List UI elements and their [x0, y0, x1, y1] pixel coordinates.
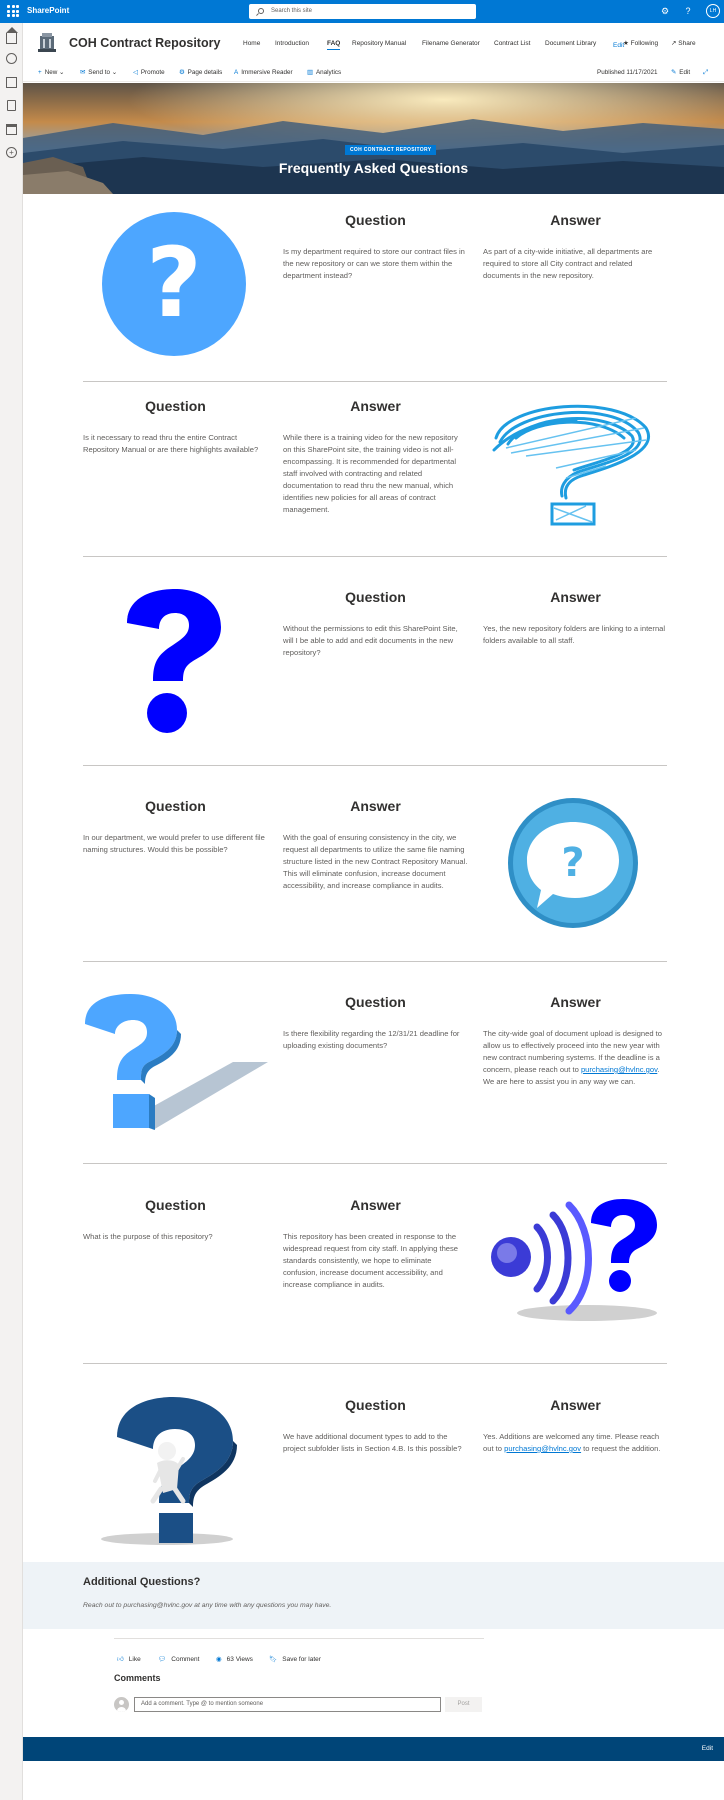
promote-button[interactable]: ◁ Promote: [133, 69, 165, 76]
globe-icon[interactable]: [6, 53, 17, 64]
answer-heading: Answer: [550, 994, 601, 1010]
page-title: Frequently Asked Questions: [278, 160, 469, 176]
nav-document-library[interactable]: Document Library: [545, 40, 597, 47]
section-divider: [83, 556, 667, 557]
user-avatar[interactable]: LH: [706, 4, 720, 18]
nav-edit[interactable]: Edit: [613, 42, 625, 49]
lists-icon[interactable]: [6, 124, 17, 135]
nav-introduction[interactable]: Introduction: [275, 40, 309, 47]
question-text: Without the permissions to edit this SharePoint Site, will I be able to add and edit documents in the new repository?: [283, 624, 458, 657]
faq-section-3: [83, 589, 667, 749]
person-question-mark-icon: [97, 1397, 241, 1547]
faq-section-1: [83, 212, 667, 372]
star-icon: ★: [623, 40, 629, 47]
home-icon[interactable]: [6, 33, 17, 44]
save-for-later-button[interactable]: 🔖︎ Save for later: [269, 1656, 321, 1663]
question-heading: Question: [345, 212, 406, 228]
plus-icon: +: [38, 69, 42, 76]
gear-icon: ⚙: [179, 69, 185, 76]
faq-section-7: [83, 1397, 667, 1557]
answer-text: The city-wide goal of document upload is designed to allow us to effectively proceed into the new year with new contract numbering systems. If the deadline is a concern, please reach out to purchasing@hvlnc.gov. We are here to assist you in any way we can.: [483, 1029, 662, 1086]
answer-column: [483, 589, 668, 647]
question-column: [83, 1197, 268, 1243]
purchasing-email-link[interactable]: purchasing@hvlnc.gov: [504, 1443, 582, 1453]
share-button[interactable]: ↗ Share: [671, 40, 696, 47]
mountain-landscape-image: [23, 83, 724, 194]
page-details-button[interactable]: ⚙ Page details: [179, 69, 223, 76]
answer-text: While there is a training video for the new repository on this SharePoint site, the training video is not all-encompassing. It is recommended for departmental staff involved with contracting and related documentation to read thru the new manual, which identifies new policies for all areas of contract management.: [283, 433, 458, 514]
app-launcher-icon[interactable]: [7, 5, 19, 17]
comments-heading: Comments: [114, 1673, 161, 1683]
purchasing-email-link[interactable]: purchasing@hvlnc.gov: [580, 1064, 658, 1074]
answer-column: [483, 212, 668, 282]
search-icon: [258, 8, 264, 14]
eye-icon: ◉: [216, 1656, 222, 1663]
create-icon[interactable]: +: [6, 147, 17, 158]
section-divider: [83, 1163, 667, 1164]
hero-banner: [23, 83, 724, 194]
section-divider: [83, 381, 667, 382]
site-title[interactable]: COH Contract Repository: [69, 36, 221, 50]
scribble-question-mark-icon: [486, 398, 660, 528]
answer-heading: Answer: [550, 589, 601, 605]
faq-section-4: [83, 798, 667, 958]
chart-icon: ▥: [307, 69, 313, 76]
answer-heading: Answer: [350, 798, 401, 814]
question-mark-circle-icon: [102, 212, 246, 356]
answer-column: [483, 994, 668, 1088]
question-heading: Question: [145, 1197, 206, 1213]
faq-section-6: [83, 1197, 667, 1357]
question-column: [83, 798, 268, 856]
question-heading: Question: [345, 1397, 406, 1413]
comment-button[interactable]: 💬︎ Comment: [158, 1656, 200, 1663]
commenter-avatar: [114, 1697, 129, 1712]
answer-text: Yes. Additions are welcomed any time. Please reach out to purchasing@hvlnc.gov to request the addition.: [483, 1432, 661, 1453]
following-button[interactable]: ★ Following: [623, 40, 659, 47]
social-divider: [114, 1638, 484, 1639]
answer-heading: Answer: [350, 1197, 401, 1213]
sharepoint-brand[interactable]: SharePoint: [27, 6, 70, 15]
answer-text: As part of a city-wide initiative, all departments are required to store all City contract and related documents in the new repository.: [483, 247, 653, 280]
bookmark-icon: 🔖︎: [269, 1656, 278, 1663]
faq-section-2: [83, 398, 667, 558]
answer-heading: Answer: [550, 212, 601, 228]
answer-column: [483, 1397, 668, 1455]
edit-page-button[interactable]: ✎ Edit: [671, 69, 691, 76]
question-text: Is there flexibility regarding the 12/31/21 deadline for uploading existing documents?: [283, 1029, 460, 1050]
svg-text:?: ?: [146, 227, 202, 339]
command-bar: [23, 63, 724, 82]
help-icon[interactable]: ?: [685, 6, 691, 16]
nav-filename-generator[interactable]: Filename Generator: [422, 40, 480, 47]
question-text: We have additional document types to add to the project subfolder lists in Section 4.B. Is this possible?: [283, 1432, 462, 1453]
question-column: [283, 1397, 468, 1455]
question-text: In our department, we would prefer to use different file naming structures. Would this be possible?: [83, 833, 265, 854]
send-to-button[interactable]: ✉ Send to ⌄: [80, 69, 118, 76]
question-heading: Question: [145, 398, 206, 414]
files-icon[interactable]: [7, 100, 16, 111]
post-comment-button[interactable]: Post: [445, 1697, 482, 1712]
share-icon: ↗: [671, 40, 677, 47]
nav-home[interactable]: Home: [243, 40, 261, 47]
views-count: ◉ 63 Views: [216, 1656, 253, 1663]
question-column: [83, 398, 268, 456]
answer-column: [283, 1197, 468, 1291]
faq-section-5: [83, 994, 667, 1154]
answer-text: Yes, the new repository folders are linking to a internal folders available to all staff.: [483, 624, 666, 645]
hero-tag: COH CONTRACT REPOSITORY: [345, 145, 436, 155]
analytics-button[interactable]: ▥ Analytics: [307, 69, 342, 76]
news-icon[interactable]: [6, 77, 17, 88]
nav-repository-manual[interactable]: Repository Manual: [352, 40, 407, 47]
section-divider: [83, 765, 667, 766]
svg-text:?: ?: [561, 840, 585, 886]
additional-questions-title: Additional Questions?: [83, 1576, 201, 1588]
answer-column: [283, 398, 468, 516]
suite-bar: [0, 0, 724, 23]
answer-text: With the goal of ensuring consistency in the city, we request all departments to utilize the same file naming structure listed in the new Contract Repository Manual. This will eliminate confusion, increase document accessibility, and increase compliance in audits.: [283, 833, 468, 890]
site-footer: [23, 1737, 724, 1761]
question-text: Is my department required to store our contract files in the new repository or can we store them within the department instead?: [283, 247, 465, 280]
answer-text: This repository has been created in response to the widespread request from city staff. In applying these standards consistently, we hope to eliminate confusion, increase document accessibility, and increase compliance in audits.: [283, 1232, 459, 1289]
search-input[interactable]: Search this site: [271, 8, 313, 14]
search-box[interactable]: [249, 4, 476, 19]
additional-questions-section: [23, 1562, 724, 1629]
reader-icon: A: [234, 69, 239, 76]
mail-icon: ✉: [80, 69, 86, 76]
answer-heading: Answer: [550, 1397, 601, 1413]
sound-waves-question-icon: [487, 1197, 662, 1323]
new-button[interactable]: + New ⌄: [38, 69, 65, 76]
comment-icon: 💬︎: [158, 1656, 167, 1663]
pencil-icon: ✎: [671, 69, 677, 76]
expand-icon[interactable]: ⤢: [703, 69, 709, 76]
question-mark-icon: [123, 589, 223, 737]
section-divider: [83, 961, 667, 962]
question-heading: Question: [345, 589, 406, 605]
site-logo[interactable]: [37, 31, 57, 53]
additional-questions-text: Reach out to purchasing@hvlnc.gov at any time with any questions you may have.: [83, 1602, 332, 1609]
question-mark-3d-icon: [83, 994, 268, 1130]
section-divider: [83, 1363, 667, 1364]
immersive-reader-button[interactable]: A Immersive Reader: [234, 69, 293, 76]
site-header: [23, 23, 724, 63]
thumbs-up-icon: 👍︎: [117, 1656, 124, 1663]
question-heading: Question: [145, 798, 206, 814]
question-column: [283, 212, 468, 282]
speech-bubble-question-icon: [507, 798, 639, 928]
comment-input[interactable]: Add a comment. Type @ to mention someone: [134, 1697, 441, 1712]
app-bar: [0, 23, 23, 1800]
question-text: What is the purpose of this repository?: [83, 1232, 213, 1241]
answer-heading: Answer: [350, 398, 401, 414]
question-text: Is it necessary to read thru the entire Contract Repository Manual or are there highlights available?: [83, 433, 259, 454]
answer-column: [283, 798, 468, 892]
nav-contract-list[interactable]: Contract List: [494, 40, 531, 47]
settings-icon[interactable]: ⚙: [660, 6, 670, 16]
megaphone-icon: ◁: [133, 69, 138, 76]
nav-faq[interactable]: FAQ: [327, 40, 340, 50]
published-status: Published 11/17/2021: [597, 69, 658, 76]
question-column: [283, 589, 468, 659]
question-column: [283, 994, 468, 1052]
footer-edit-button[interactable]: Edit: [701, 1745, 713, 1752]
question-heading: Question: [345, 994, 406, 1010]
like-button[interactable]: 👍︎ Like: [117, 1656, 141, 1663]
